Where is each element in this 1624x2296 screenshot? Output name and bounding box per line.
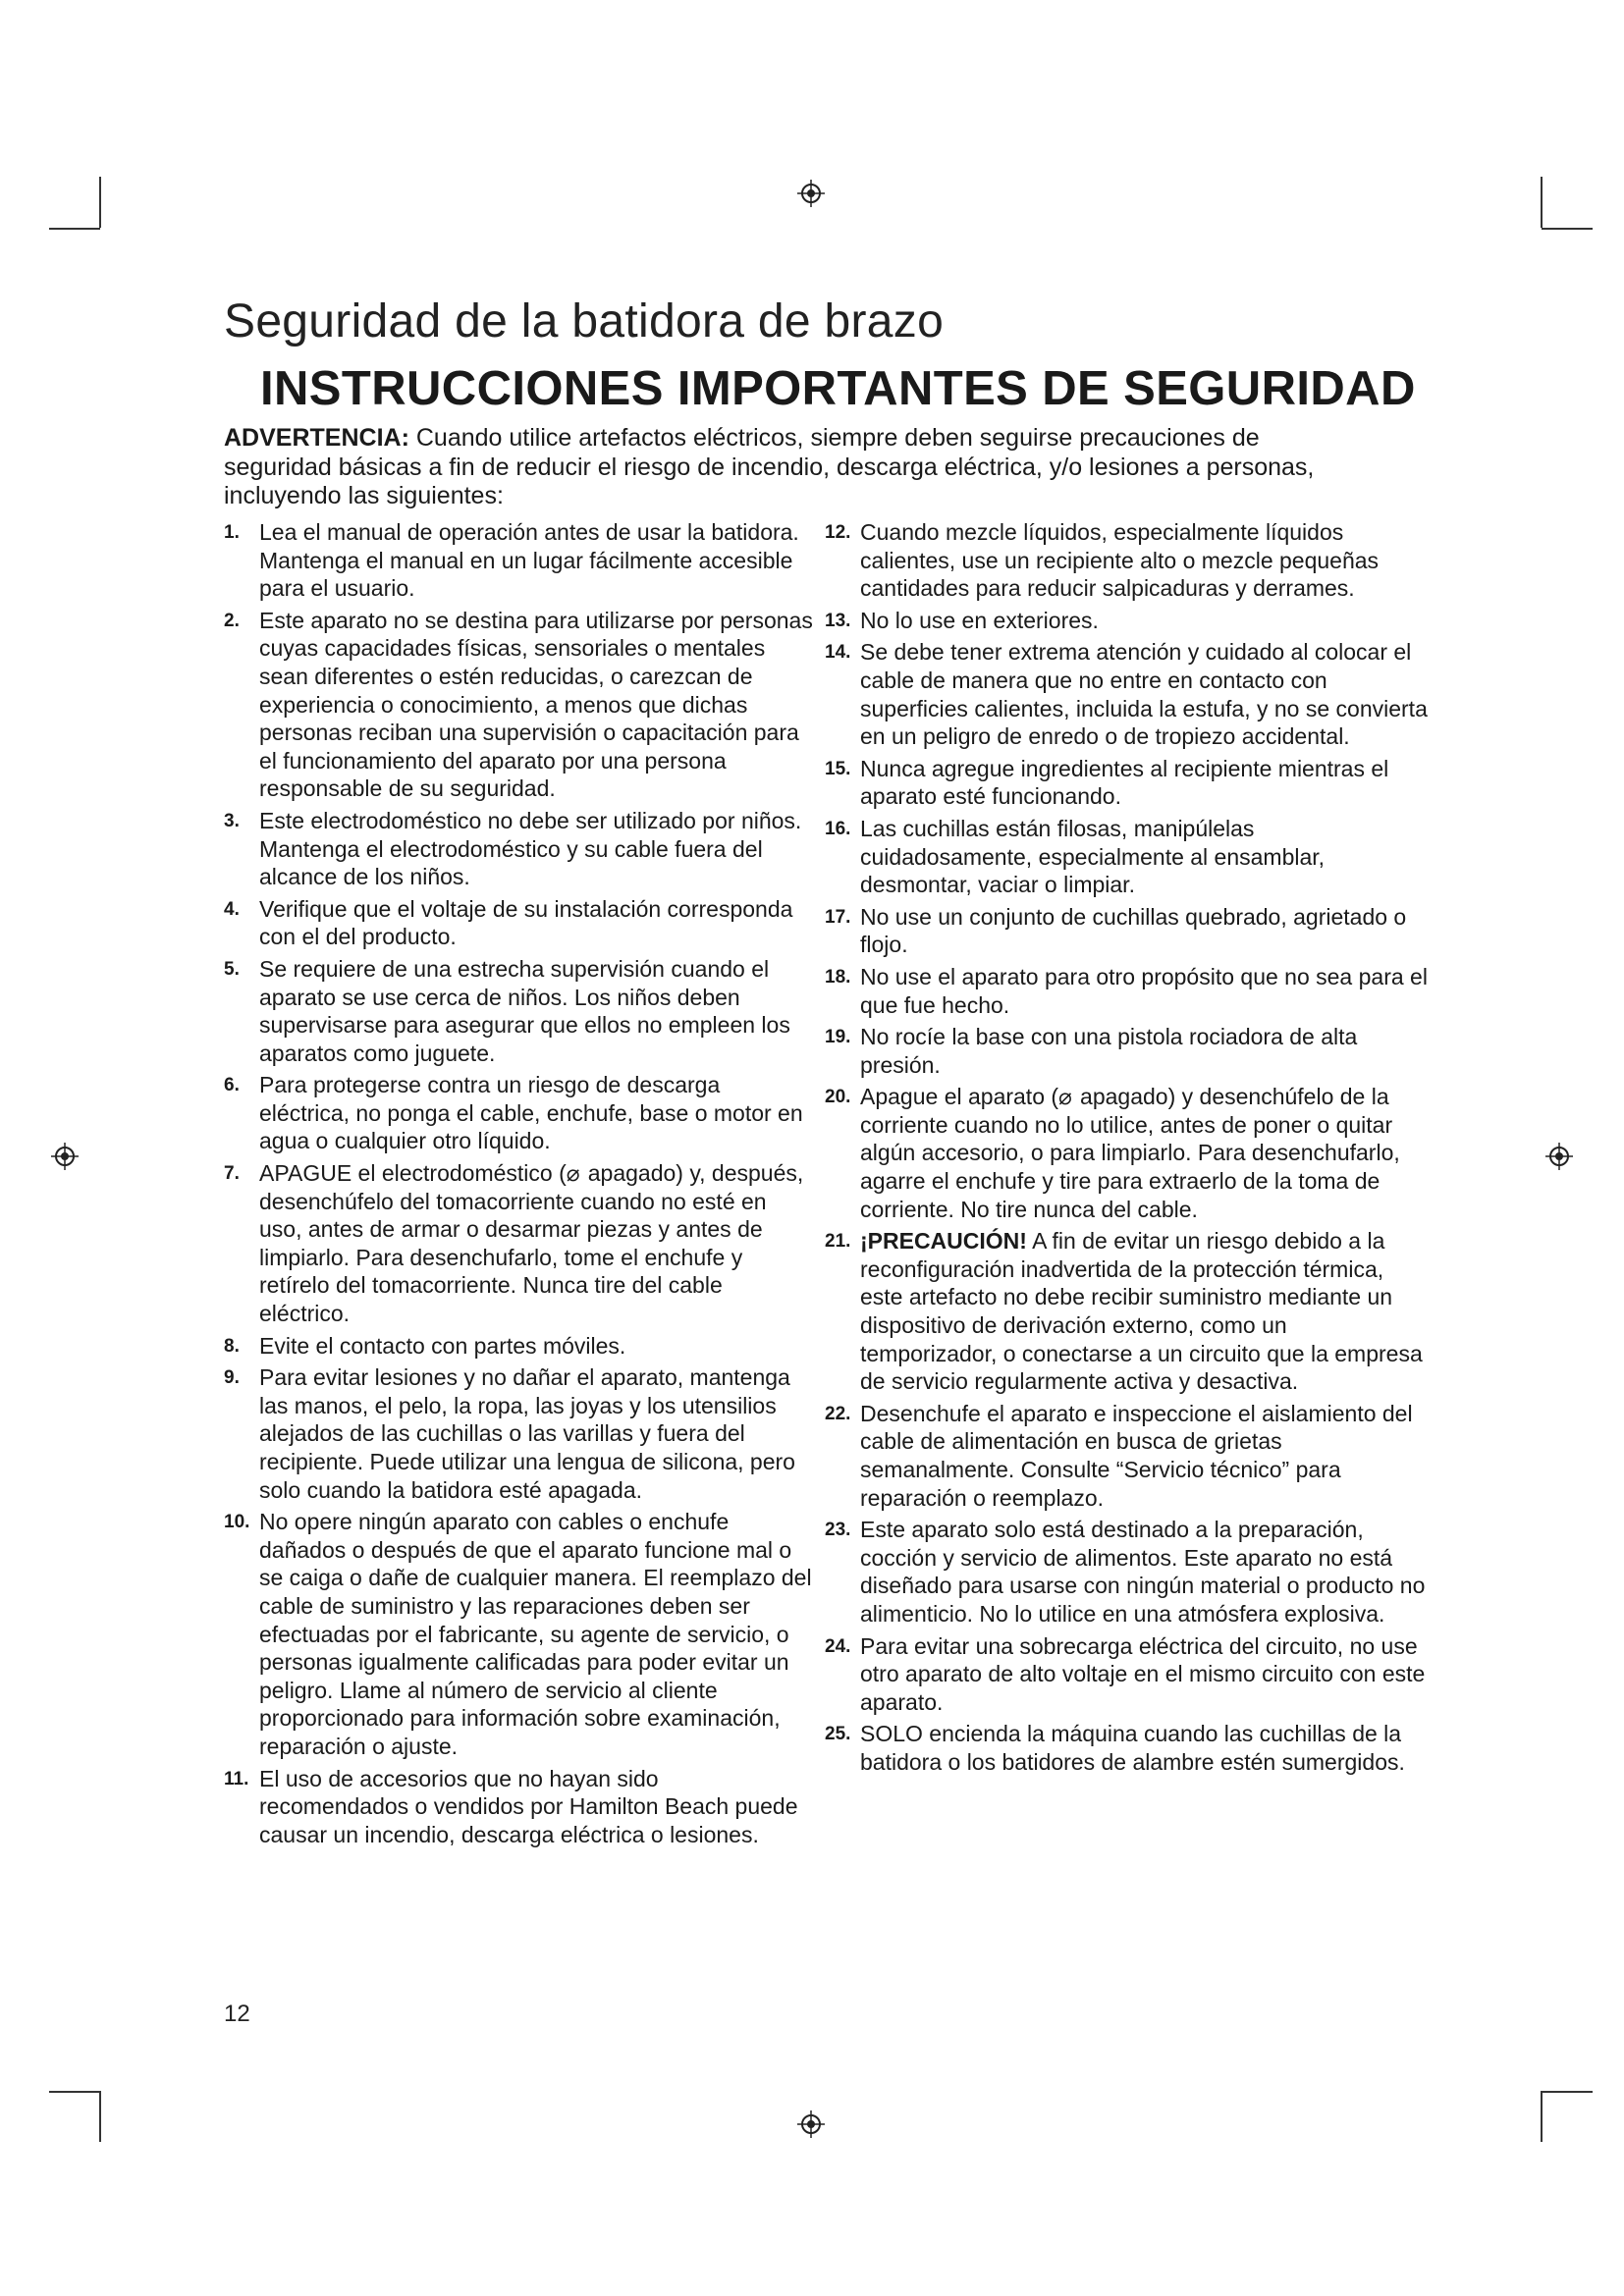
item-number: 17.	[825, 906, 851, 928]
registration-mark-icon	[1545, 1143, 1573, 1170]
crop-mark-bottom-left-vertical	[99, 2091, 101, 2142]
item-text: El uso de accesorios que no hayan sido recomendados o vendidos por Hamilton Beach puede causar un incendio, descarga eléctrica o lesiones.	[259, 1765, 798, 1847]
warning-label: ADVERTENCIA:	[224, 424, 409, 452]
list-item	[224, 895, 813, 951]
item-text: Se debe tener extrema atención y cuidado al colocar el cable de manera que no entre en contacto con superficies calientes, incluida la estufa, y no se convierta en un peligro de enredo o de tropiezo accidental.	[860, 639, 1428, 750]
list-item	[825, 1227, 1429, 1396]
item-number: 8.	[224, 1335, 240, 1357]
list-item	[224, 1363, 813, 1504]
item-number: 21.	[825, 1231, 851, 1253]
crop-mark-top-right-horizontal	[1542, 228, 1593, 230]
registration-mark-icon	[797, 2110, 825, 2138]
item-text: No use un conjunto de cuchillas quebrado, agrietado o flojo.	[860, 903, 1407, 958]
list-item	[825, 755, 1429, 811]
item-number: 22.	[825, 1403, 851, 1424]
item-text: No lo use en exteriores.	[860, 607, 1099, 633]
power-off-icon: ⌀	[566, 1160, 580, 1187]
item-text: Se requiere de una estrecha supervisión cuando el aparato se use cerca de niños. Los niños deben supervisarse para asegurar que ellos no empleen los aparatos como juguete.	[259, 955, 790, 1066]
list-item	[825, 903, 1429, 959]
crop-mark-top-left-vertical	[99, 177, 101, 228]
item-number: 4.	[224, 898, 240, 920]
list-item	[825, 1400, 1429, 1512]
crop-mark-top-right-vertical	[1541, 177, 1543, 228]
item-number: 13.	[825, 610, 851, 631]
item-text: Nunca agregue ingredientes al recipiente mientras el aparato esté funcionando.	[860, 755, 1389, 810]
item-text: Evite el contacto con partes móviles.	[259, 1332, 626, 1359]
item-text: Verifique que el voltaje de su instalación corresponda con el del producto.	[259, 895, 793, 950]
list-item	[224, 1765, 813, 1849]
item-text: apagado) y desenchúfelo de la corriente cuando no lo utilice, antes de poner o quitar algún accesorio, o para limpiarlo. Para desenchufarlo, agarre el enchufe y tire para extraerlo de la toma de corriente. No tire nunca del cable.	[860, 1084, 1400, 1222]
item-number: 19.	[825, 1027, 851, 1048]
crop-mark-bottom-left-horizontal	[49, 2091, 100, 2093]
item-number: 6.	[224, 1075, 240, 1096]
item-number: 15.	[825, 758, 851, 779]
list-item	[825, 638, 1429, 750]
item-text-before: Apague el aparato (	[860, 1084, 1059, 1110]
list-item	[224, 1332, 813, 1361]
item-number: 7.	[224, 1163, 240, 1185]
list-item	[825, 518, 1429, 603]
warning-text: Cuando utilice artefactos eléctricos, siempre deben seguirse precauciones de seguridad básicas a fin de reducir el riesgo de incendio, descarga eléctrica, y/o lesiones a personas, incluyendo las siguientes:	[224, 424, 1315, 509]
registration-mark-icon	[797, 180, 825, 207]
list-item	[224, 955, 813, 1067]
item-text: apagado) y, después, desenchúfelo del tomacorriente cuando no esté en uso, antes de armar o desarmar piezas y antes de limpiarlo. Para desenchufarlo, tome el enchufe y retírelo del tomacorriente. Nunca tire del cable eléctrico.	[259, 1160, 804, 1327]
item-number: 20.	[825, 1087, 851, 1108]
item-number: 11.	[224, 1768, 249, 1789]
item-text: No opere ningún aparato con cables o enchufe dañados o después de que el aparato funcione mal o se caiga o dañe de cualquier manera. El reemplazo del cable de suministro y las reparaciones deben ser efectuadas por el fabricante, su agente de servicio, o personas igualmente calificadas para poder evitar un peligro. Llame al número de servicio al cliente proporcionado para información sobre examinación, reparación o ajuste.	[259, 1509, 812, 1759]
list-item	[825, 1083, 1429, 1223]
list-item	[224, 607, 813, 803]
list-item	[825, 1720, 1429, 1776]
item-text: A fin de evitar un riesgo debido a la reconfiguración inadvertida de la protección térmica, este artefacto no debe recibir suministro mediante un dispositivo de derivación externo, como un temporizador, o conectarse a un circuito que la empresa de servicio regularmente activa y desactiva.	[860, 1228, 1423, 1395]
list-item	[825, 1632, 1429, 1717]
list-item	[224, 1508, 813, 1760]
item-text: Este aparato solo está destinado a la preparación, cocción y servicio de alimentos. Este aparato no está diseñado para usarse con ningún material o producto no alimenticio. No lo utilice en una atmósfera explosiva.	[860, 1517, 1426, 1627]
list-item	[825, 815, 1429, 899]
crop-mark-bottom-right-vertical	[1541, 2091, 1543, 2142]
list-item	[825, 607, 1429, 635]
list-item	[825, 1516, 1429, 1628]
item-text: Para evitar una sobrecarga eléctrica del circuito, no use otro aparato de alto voltaje en el mismo circuito con este aparato.	[860, 1632, 1426, 1715]
item-text: No use el aparato para otro propósito que no sea para el que fue hecho.	[860, 963, 1428, 1018]
list-item	[224, 1071, 813, 1155]
item-number: 12.	[825, 522, 851, 543]
safety-list-right	[825, 518, 1429, 1781]
item-number: 9.	[224, 1367, 240, 1389]
item-text: Lea el manual de operación antes de usar la batidora. Mantenga el manual en un lugar fácilmente accesible para el usuario.	[259, 519, 799, 602]
list-item	[224, 807, 813, 891]
registration-mark-icon	[51, 1143, 79, 1170]
page-number: 12	[224, 2001, 250, 2027]
warning-paragraph	[224, 424, 1353, 511]
item-number: 18.	[825, 966, 851, 988]
item-text: Este aparato no se destina para utilizarse por personas cuyas capacidades físicas, sensoriales o mentales sean diferentes o estén reducidas, o carezcan de experiencia o conocimiento, a menos que dichas personas reciban una supervisión o capacitación para el funcionamiento del aparato por una persona responsable de su seguridad.	[259, 607, 813, 802]
item-number: 23.	[825, 1520, 851, 1541]
safety-list-left	[224, 518, 813, 1852]
item-text: Desenchufe el aparato e inspeccione el aislamiento del cable de alimentación en busca de grietas semanalmente. Consulte “Servicio técnico” para reparación o reemplazo.	[860, 1400, 1413, 1511]
item-number: 10.	[224, 1512, 250, 1533]
item-number: 25.	[825, 1724, 851, 1745]
item-text: Cuando mezcle líquidos, especialmente líquidos calientes, use un recipiente alto o mezcle pequeñas cantidades para reducir salpicaduras y derrames.	[860, 519, 1380, 602]
item-number: 14.	[825, 642, 851, 664]
power-off-icon: ⌀	[1058, 1084, 1072, 1110]
list-item	[825, 963, 1429, 1019]
item-number: 24.	[825, 1635, 851, 1657]
page-title: INSTRUCCIONES IMPORTANTES DE SEGURIDAD	[260, 362, 1416, 415]
item-number: 1.	[224, 522, 240, 543]
list-item	[224, 1159, 813, 1328]
crop-mark-bottom-right-horizontal	[1542, 2091, 1593, 2093]
item-text: SOLO encienda la máquina cuando las cuchillas de la batidora o los batidores de alambre estén sumergidos.	[860, 1721, 1405, 1775]
item-number: 5.	[224, 958, 240, 980]
list-item	[825, 1023, 1429, 1079]
item-number: 3.	[224, 810, 240, 831]
item-text: Para evitar lesiones y no dañar el aparato, mantenga las manos, el pelo, la ropa, las joyas y los utensilios alejados de las cuchillas o las varillas y fuera del recipiente. Puede utilizar una lengua de silicona, pero solo cuando la batidora esté apagada.	[259, 1364, 795, 1503]
item-text-before: APAGUE el electrodoméstico (	[259, 1160, 567, 1187]
crop-mark-top-left-horizontal	[49, 228, 100, 230]
item-text: No rocíe la base con una pistola rociadora de alta presión.	[860, 1024, 1358, 1078]
list-item	[224, 518, 813, 603]
item-text: Para protegerse contra un riesgo de descarga eléctrica, no ponga el cable, enchufe, base o motor en agua o cualquier otro líquido.	[259, 1072, 803, 1154]
item-number: 16.	[825, 818, 851, 839]
caution-label: ¡PRECAUCIÓN!	[860, 1228, 1027, 1255]
item-text: Este electrodoméstico no debe ser utilizado por niños. Mantenga el electrodoméstico y su cable fuera del alcance de los niños.	[259, 807, 802, 890]
item-text: Las cuchillas están filosas, manipúlelas cuidadosamente, especialmente al ensamblar, desmontar, vaciar o limpiar.	[860, 815, 1326, 898]
item-number: 2.	[224, 610, 240, 631]
page-subtitle: Seguridad de la batidora de brazo	[224, 295, 945, 347]
